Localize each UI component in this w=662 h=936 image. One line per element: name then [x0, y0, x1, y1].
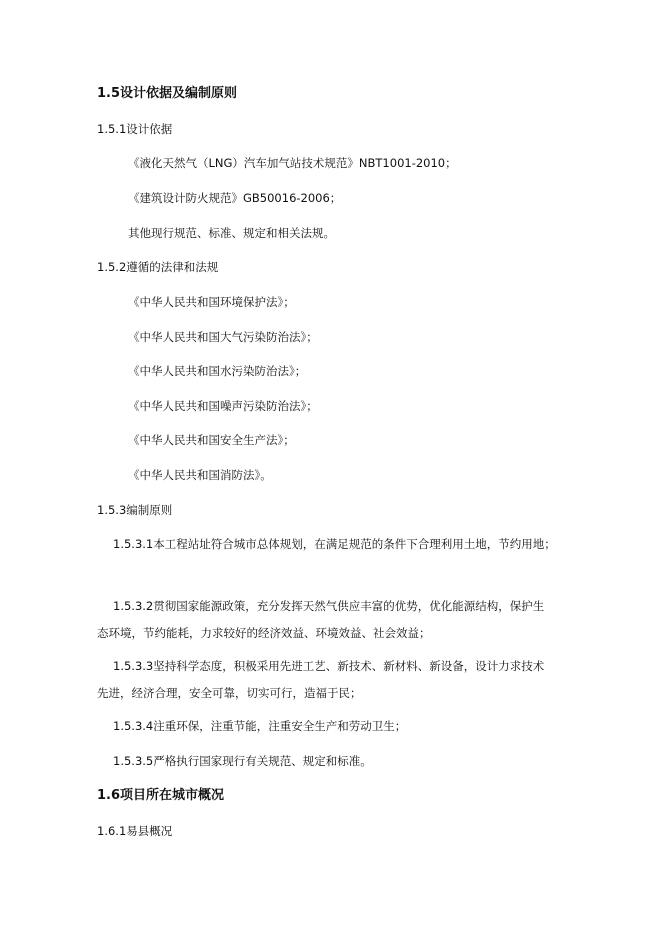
list-item: 《中华人民共和国大气污染防治法》； — [128, 330, 318, 344]
principle-paragraph-cont: 态环境，节约能耗，力求较好的经济效益、环境效益、社会效益； — [97, 626, 431, 640]
list-item: 《建筑设计防火规范》GB50016-2006； — [128, 191, 342, 205]
subsection-title: 1.6.1易县概况 — [97, 824, 173, 838]
principle-paragraph: 1.5.3.5严格执行国家现行有关规范、规定和标准。 — [113, 754, 372, 768]
principle-paragraph: 1.5.3.1本工程站址符合城市总体规划，在满足规范的条件下合理利用土地，节约用地； — [113, 537, 556, 551]
list-item: 其他现行规范、标准、规定和相关法规。 — [128, 226, 335, 240]
subsection-title: 1.5.1设计依据 — [97, 122, 173, 136]
list-item: 《液化天然气（LNG）汽车加气站技术规范》NBT1001-2010； — [128, 156, 457, 170]
subsection-title: 1.5.2遵循的法律和法规 — [97, 260, 219, 274]
section-heading: 1.6项目所在城市概况 — [97, 788, 225, 803]
list-item: 《中华人民共和国水污染防治法》； — [128, 364, 307, 378]
principle-paragraph: 1.5.3.4注重环保，注重节能，注重安全生产和劳动卫生； — [113, 719, 407, 733]
list-item: 《中华人民共和国安全生产法》； — [128, 433, 295, 447]
list-item: 《中华人民共和国消防法》。 — [128, 468, 272, 482]
list-item: 《中华人民共和国噪声污染防治法》； — [128, 399, 318, 413]
principle-paragraph: 1.5.3.3坚持科学态度，积极采用先进工艺、新技术、新材料、新设备，设计力求技术 — [113, 659, 545, 673]
principle-paragraph-cont: 先进，经济合理，安全可靠，切实可行，造福于民； — [97, 686, 362, 700]
principle-paragraph: 1.5.3.2贯彻国家能源政策，充分发挥天然气供应丰富的优势，优化能源结构，保护生 — [113, 599, 545, 613]
section-heading: 1.5设计依据及编制原则 — [97, 86, 238, 101]
list-item: 《中华人民共和国环境保护法》； — [128, 295, 295, 309]
subsection-title: 1.5.3编制原则 — [97, 503, 173, 517]
